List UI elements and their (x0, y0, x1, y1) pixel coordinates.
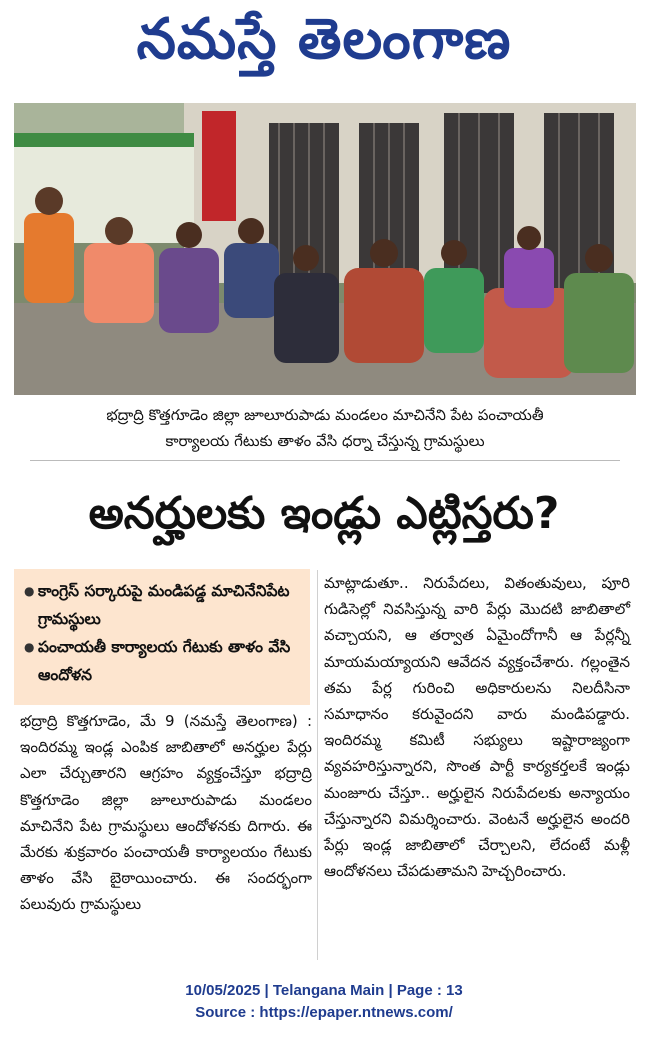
news-photo (14, 103, 636, 395)
highlight-text: పంచాయతీ కార్యాలయ గేటుకు తాళం వేసి ఆందోళన (38, 638, 291, 684)
footer-edition: 10/05/2025 | Telangana Main | Page : 13 (185, 982, 463, 999)
highlights-box (14, 569, 310, 705)
masthead (0, 0, 648, 92)
footer-source: Source : https://epaper.ntnews.com/ (195, 1004, 453, 1021)
highlight-item (24, 577, 302, 633)
newspaper-title: నమస్తే తెలంగాణ (136, 6, 512, 72)
caption-line-2: కార్యాలయ గేటుకు తాళం వేసి ధర్నా చేస్తున్న గ్రామస్థులు (165, 432, 485, 450)
caption-line-1: భద్రాద్రి కొత్తగూడెం జిల్లా జూలూరుపాడు మండలం మాచినేని పేట పంచాయతీ (106, 406, 544, 424)
bullet-icon: ● (24, 640, 35, 654)
headline (0, 474, 648, 564)
column-divider (317, 570, 318, 960)
highlight-item (24, 633, 302, 689)
headline-text: అనర్హులకు ఇండ్లు ఎట్లిస్తరు? (88, 488, 560, 539)
highlight-text: కాంగ్రెస్ సర్కారుపై మండిపడ్డ మాచినేనిపేట గ్రామస్థులు (38, 582, 290, 628)
bullet-icon: ● (24, 584, 35, 598)
footer (0, 980, 648, 1024)
article-body-left: భద్రాద్రి కొత్తగూడెం, మే 9 (నమస్తే తెలంగాణ) : ఇందిరమ్మ ఇండ్ల ఎంపిక జాబితాలో అనర్హుల పేర్లు ఎలా చేర్చుతారని ఆగ్రహం వ్యక్తంచేస్తూ భద్రాద్రి కొత్తగూడెం జిల్లా జూలూరుపాడు మండలం మాచినేని పేట గ్రామస్థులు ఆందోళనకు దిగారు. ఈ మేరకు శుక్రవారం పంచాయతీ కార్యాలయం గేటుకు తాళం వేసి బైఠాయించారు. ఈ సందర్భంగా పలువురు గ్రామస్థులు (20, 712, 312, 914)
photo-caption (30, 402, 620, 461)
article-body-right: మాట్లాడుతూ.. నిరుపేదలు, వితంతువులు, పూరి గుడిసెల్లో నివసిస్తున్న వారి పేర్లు మొదటి జాబితాలో వచ్చాయని, ఆ తర్వాత ఏమైందోగానీ ఆ పేర్లన్నీ మాయమయ్యాయని ఆవేదన వ్యక్తంచేశారు. గల్లంతైన తమ పేర్ల గురించి అధికారులను నిలదీసినా సమాధానం కరువైందని వారు మండిపడ్డారు. ఇందిరమ్మ కమిటీ సభ్యులు ఇష్టారాజ్యంగా వ్యవహరిస్తున్నారని, సొంత పార్టీ కార్యకర్తలకే ఇండ్లు మంజూరు చేస్తూ.. అర్హులైన నిరుపేదలకు అన్యాయం చేస్తున్నారని విమర్శించారు. వెంటనే అర్హులైన అందరి పేర్లు ఇండ్ల జాబితాలో చేర్చాలని, లేదంటే మళ్లీ ఆందోళనలు చేపడుతామని హెచ్చరించారు. (324, 574, 630, 881)
